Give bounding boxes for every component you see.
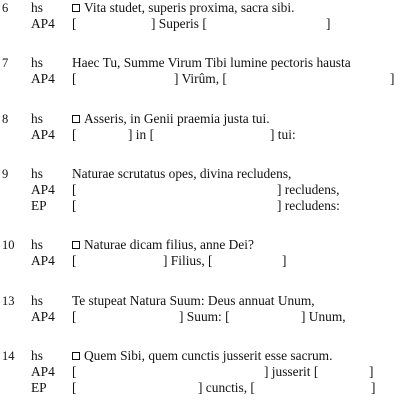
witness-siglum: hs [31, 237, 43, 252]
witness-reading [72, 111, 270, 127]
entry-line [0, 293, 400, 309]
entry-line [0, 0, 400, 16]
variant-segment: ] [371, 380, 376, 395]
variant-segment: [ [72, 309, 77, 324]
variant-segment: ] [390, 71, 395, 86]
witness-reading: Haec Tu, Summe Virum Tibi lumine pectoris hausta [72, 55, 351, 70]
entry-line [0, 309, 400, 325]
witness-siglum: AP4 [31, 364, 55, 379]
line-number: 10 [2, 238, 15, 252]
line-number: 9 [2, 167, 9, 181]
witness-siglum: hs [31, 55, 43, 70]
witness-siglum: hs [31, 166, 43, 181]
entry-line [0, 182, 400, 198]
entry-line [0, 380, 400, 396]
variant-segment: ] Superis [ [151, 16, 207, 31]
reading-text: Quem Sibi, quem cunctis jusserit esse sacrum. [84, 348, 333, 363]
open-box-icon [72, 115, 80, 123]
witness-siglum: AP4 [31, 127, 55, 142]
open-box-icon [72, 241, 80, 249]
variant-segment: ] Filius, [ [163, 253, 213, 268]
entry-line [0, 198, 400, 214]
variant-segment: ] [326, 16, 331, 31]
witness-siglum: AP4 [31, 309, 55, 324]
witness-siglum: AP4 [31, 253, 55, 268]
witness-reading [72, 0, 294, 16]
line-number: 6 [2, 1, 9, 15]
entry-line [0, 253, 400, 269]
reading-text: Vita studet, superis proxima, sacra sibi. [84, 0, 295, 15]
variant-segment: ] [282, 253, 287, 268]
variant-segment: ] Virûm, [ [174, 71, 227, 86]
variant-segment: [ [72, 198, 77, 213]
witness-siglum: EP [31, 380, 47, 395]
variant-segment: [ [72, 16, 77, 31]
line-number: 8 [2, 112, 9, 126]
variant-segment: [ [72, 71, 77, 86]
line-number: 7 [2, 56, 9, 70]
witness-siglum: EP [31, 198, 47, 213]
witness-siglum: AP4 [31, 71, 55, 86]
variant-segment: [ [72, 182, 77, 197]
variant-segment: [ [72, 253, 77, 268]
reading-text: Naturae dicam filius, anne Dei? [84, 237, 254, 252]
variant-segment: ] tui: [270, 127, 296, 142]
witness-siglum: AP4 [31, 182, 55, 197]
line-number: 14 [2, 349, 15, 363]
witness-siglum: hs [31, 111, 43, 126]
reading-text: Asseris, in Genii praemia justa tui. [84, 111, 270, 126]
variant-segment: ] recludens, [277, 182, 340, 197]
witness-siglum: hs [31, 293, 43, 308]
variant-segment: ] cunctis, [ [198, 380, 255, 395]
variant-segment: [ [72, 380, 77, 395]
entry-line [0, 16, 400, 32]
entry-line [0, 237, 400, 253]
variant-segment: ] recludens: [277, 198, 340, 213]
entry-line [0, 127, 400, 143]
entry-line [0, 71, 400, 87]
entry-line [0, 166, 400, 182]
variant-segment: ] Suum: [ [179, 309, 230, 324]
entry-line [0, 348, 400, 364]
witness-reading: Naturae scrutatus opes, divina recludens, [72, 166, 292, 181]
variant-segment: ] in [ [128, 127, 155, 142]
open-box-icon [72, 352, 80, 360]
witness-siglum: AP4 [31, 16, 55, 31]
open-box-icon [72, 4, 80, 12]
variant-segment: ] Unum, [301, 309, 346, 324]
witness-reading [72, 348, 332, 364]
entry-line [0, 111, 400, 127]
variant-segment: [ [72, 364, 77, 379]
witness-siglum: hs [31, 0, 43, 15]
line-number: 13 [2, 294, 15, 308]
variant-segment: ] [369, 364, 374, 379]
witness-reading: Te stupeat Natura Suum: Deus annuat Unum, [72, 293, 315, 308]
variant-segment: ] jusserit [ [264, 364, 319, 379]
witness-siglum: hs [31, 348, 43, 363]
variant-segment: [ [72, 127, 77, 142]
entry-line [0, 364, 400, 380]
witness-reading [72, 237, 254, 253]
entry-line [0, 55, 400, 71]
